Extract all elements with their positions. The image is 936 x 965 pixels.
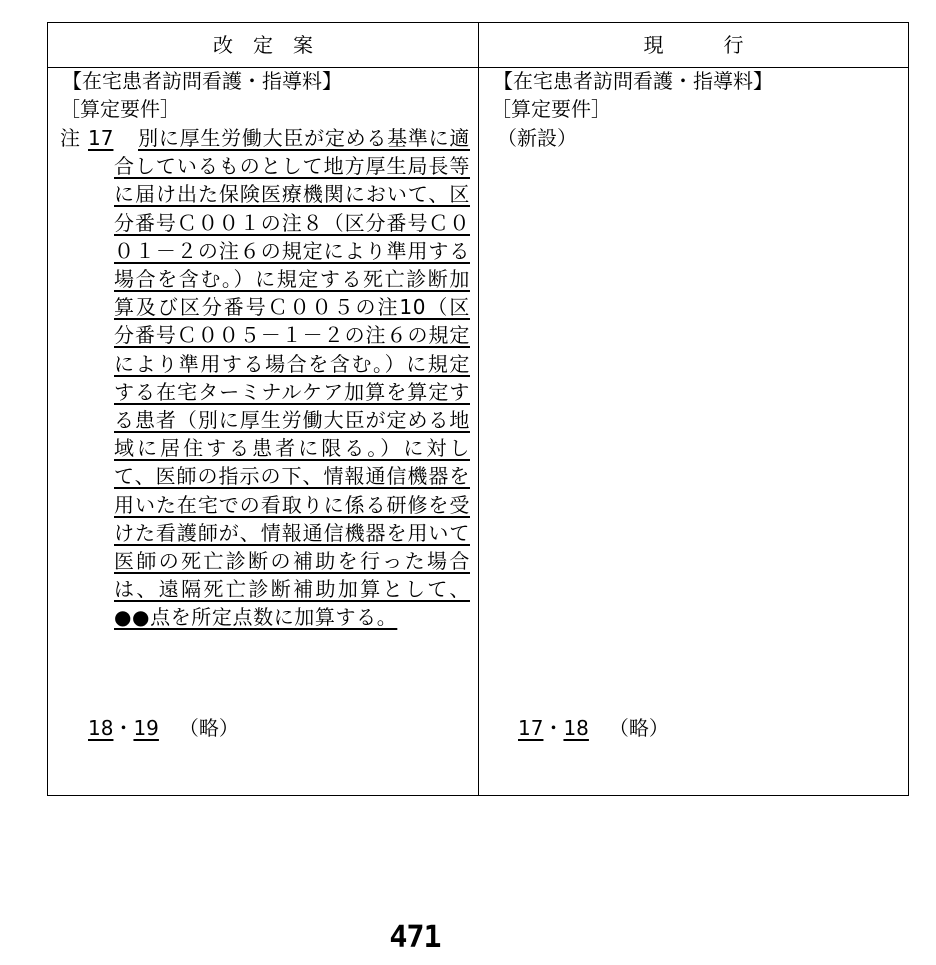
omitted-number-a: 17	[518, 716, 544, 740]
header-revised: 改 定 案	[213, 33, 313, 57]
omitted-separator: ・	[543, 716, 564, 740]
omitted-label: （略）	[608, 716, 669, 740]
omitted-items	[518, 714, 669, 742]
omitted-number-b: 19	[133, 716, 159, 740]
header-current: 現 行	[643, 33, 744, 57]
note-text: 別に厚生労働大臣が定める基準に適合しているものとして地方厚生局長等に届け出た保険医療機関において、区分番号Ｃ００１の注８（区分番号Ｃ００１－２の注６の規定により準用する場合を含む。）に規定する死亡診断加算及び区分番号Ｃ００５の注10（区分番号Ｃ００５－１－２の注６の規定により準用する場合を含む。）に規定する在宅ターミナルケア加算を算定する患者（別に厚生労働大臣が定める地域に居住する患者に限る。）に対して、医師の指示の下、情報通信機器を用いた在宅での看取りに係る研修を受けた看護師が、情報通信機器を用いて医師の死亡診断の補助を行った場合は、遠隔死亡診断補助加算として、●●点を所定点数に加算する。	[114, 126, 470, 630]
revised-column	[48, 68, 478, 796]
omitted-number-b: 18	[563, 716, 589, 740]
page-number: 471	[389, 920, 441, 955]
new-establishment-label: （新設）	[497, 126, 577, 150]
omitted-label: （略）	[178, 716, 239, 740]
omitted-items	[88, 714, 239, 742]
current-column	[479, 68, 908, 796]
omitted-number-a: 18	[88, 716, 114, 740]
note-body-text	[114, 124, 470, 632]
requirement-label: ［算定要件］	[491, 97, 611, 121]
omitted-separator: ・	[113, 716, 134, 740]
requirement-label: ［算定要件］	[60, 97, 180, 121]
section-title: 【在宅患者訪問看護・指導料】	[493, 69, 773, 93]
note-number: 17	[88, 126, 114, 150]
comparison-table	[47, 22, 909, 796]
note-prefix: 注	[60, 126, 80, 150]
section-title: 【在宅患者訪問看護・指導料】	[62, 69, 342, 93]
